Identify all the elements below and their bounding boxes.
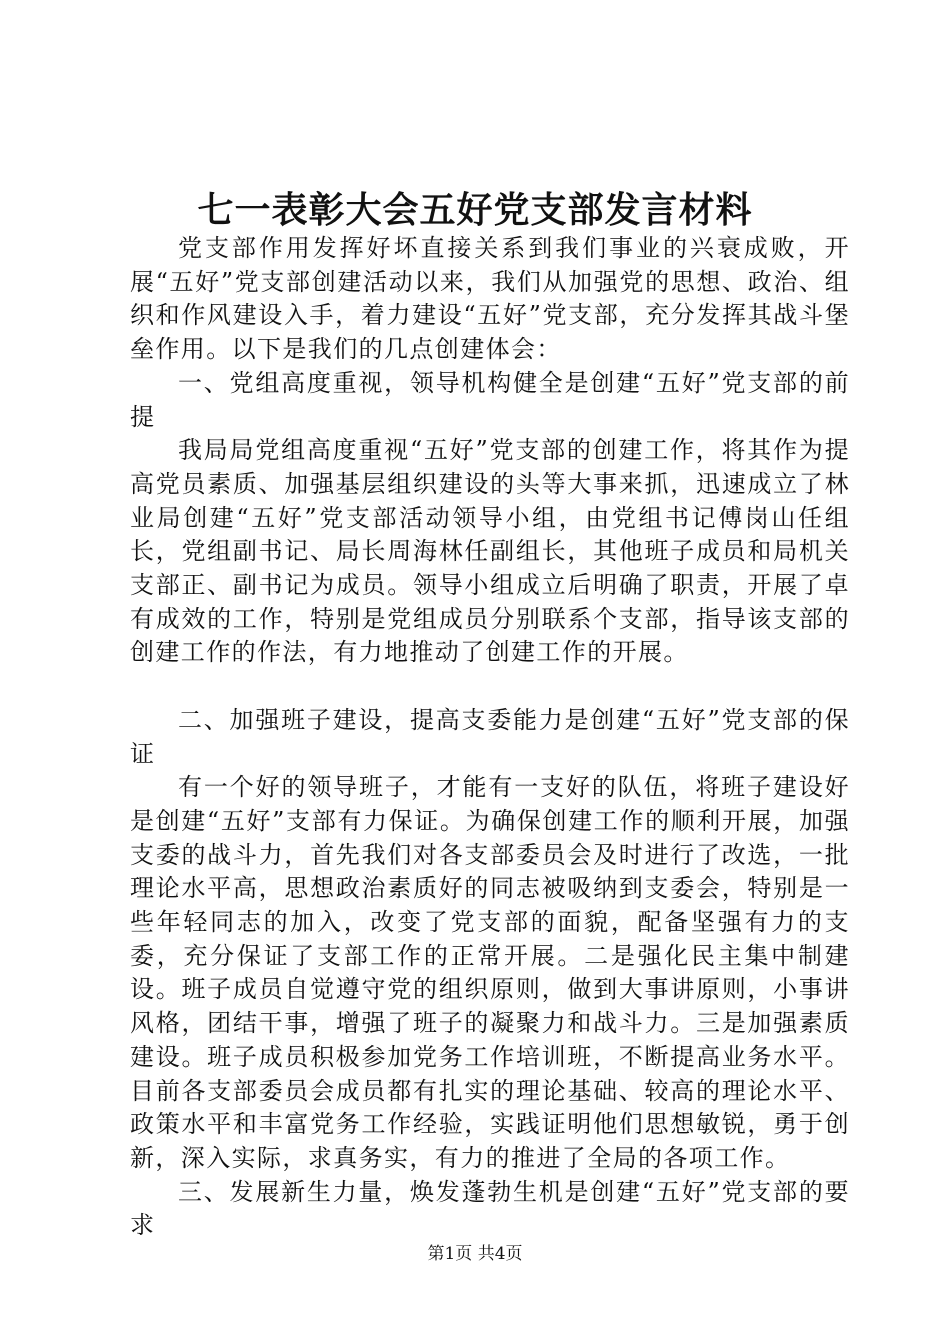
paragraph-section-1: 我局局党组高度重视“五好”党支部的创建工作，将其作为提高党员素质、加强基层组织建设的头等大事来抓，迅速成立了林业局创建“五好”党支部活动领导小组，由党组书记傅岗山任组长，党组副书记、局长周海林任副组长，其他班子成员和局机关支部正、副书记为成员。领导小组成立后明确了职责，开展了卓有成效的工作，特别是党组成员分别联系个支部，指导该支部的创建工作的作法，有力地推动了创建工作的开展。 bbox=[130, 436, 850, 667]
page-number: 第1页 共4页 bbox=[427, 1244, 523, 1264]
paragraph-intro: 党支部作用发挥好坏直接关系到我们事业的兴衰成败，开展“五好”党支部创建活动以来，我们从加强党的思想、政治、组织和作风建设入手，着力建设“五好”党支部，充分发挥其战斗堡垒作用。以下是我们的几点创建体会： bbox=[130, 234, 850, 364]
section-heading-1: 一、党组高度重视，领导机构健全是创建“五好”党支部的前提 bbox=[130, 368, 850, 431]
paragraph-spacer bbox=[130, 670, 850, 704]
section-heading-2: 二、加强班子建设，提高支委能力是创建“五好”党支部的保证 bbox=[130, 705, 850, 768]
section-heading-3: 三、发展新生力量，焕发蓬勃生机是创建“五好”党支部的要求 bbox=[130, 1177, 850, 1240]
document-title: 七一表彰大会五好党支部发言材料 bbox=[197, 189, 753, 231]
document-body bbox=[130, 232, 850, 1243]
paragraph-section-2: 有一个好的领导班子，才能有一支好的队伍，将班子建设好是创建“五好”支部有力保证。为确保创建工作的顺利开展，加强支委的战斗力，首先我们对各支部委员会及时进行了改选，一批理论水平高，思想政治素质好的同志被吸纳到支委会，特别是一些年轻同志的加入，改变了党支部的面貌，配备坚强有力的支委，充分保证了支部工作的正常开展。二是强化民主集中制建设。班子成员自觉遵守党的组织原则，做到大事讲原则，小事讲风格，团结干事，增强了班子的凝聚力和战斗力。三是加强素质建设。班子成员积极参加党务工作培训班，不断提高业务水平。目前各支部委员会成员都有扎实的理论基础、较高的理论水平、政策水平和丰富党务工作经验，实践证明他们思想敏锐，勇于创新，深入实际，求真务实，有力的推进了全局的各项工作。 bbox=[130, 773, 850, 1172]
